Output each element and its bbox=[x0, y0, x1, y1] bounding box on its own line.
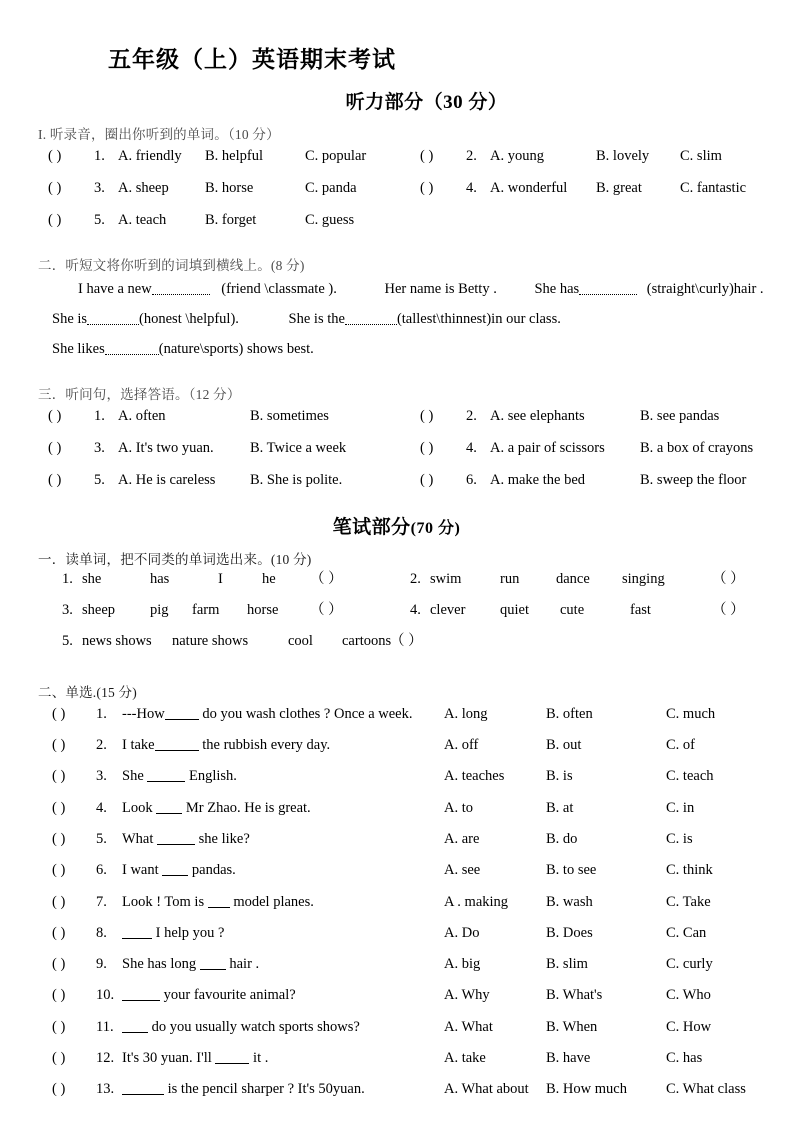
option-a[interactable]: A. teach bbox=[118, 211, 167, 228]
option-a[interactable]: A. off bbox=[444, 737, 479, 754]
answer-bracket[interactable]: ( ) bbox=[52, 705, 66, 722]
question-stem: I help you ? bbox=[122, 926, 224, 941]
question-stem: She English. bbox=[122, 768, 237, 785]
dictation-line-2: She is (honest \helpful). She is the (tallest\thinnest)in our class. bbox=[52, 310, 561, 327]
option-c[interactable]: C. in bbox=[666, 799, 695, 816]
question-stem: It's 30 yuan. I'll it . bbox=[122, 1050, 269, 1067]
question-number: 3. bbox=[96, 768, 107, 785]
option-c[interactable]: C. How bbox=[666, 1018, 712, 1035]
mc-row bbox=[0, 769, 793, 800]
option-c[interactable]: C. Can bbox=[666, 924, 707, 941]
option-c[interactable]: C. slim bbox=[680, 147, 722, 164]
question-number: 10. bbox=[96, 987, 115, 1004]
option-b[interactable]: B. wash bbox=[546, 893, 593, 910]
vocab-word[interactable]: news shows bbox=[82, 632, 152, 649]
answer-blank[interactable] bbox=[122, 1083, 164, 1095]
listening-1-row bbox=[0, 213, 793, 245]
listening-3-row bbox=[0, 409, 793, 441]
option-a[interactable]: A. Why bbox=[444, 987, 490, 1004]
answer-bracket[interactable]: ( ) bbox=[48, 147, 62, 164]
vocab-word[interactable]: cartoons bbox=[342, 632, 392, 649]
question-stem: do you usually watch sports shows? bbox=[122, 1020, 360, 1035]
vocab-word[interactable]: pig bbox=[150, 601, 169, 618]
option-a[interactable]: A. a pair of scissors bbox=[490, 439, 605, 456]
option-b[interactable]: B. Does bbox=[546, 924, 593, 941]
question-number: 1. bbox=[96, 705, 107, 722]
option-a[interactable]: A. What bbox=[444, 1018, 493, 1035]
option-a[interactable]: A. make the bed bbox=[490, 471, 586, 488]
option-a[interactable]: A. take bbox=[444, 1050, 486, 1067]
option-a[interactable]: A. to bbox=[444, 799, 473, 816]
question-number: 12. bbox=[96, 1050, 115, 1067]
vocab-word[interactable]: horse bbox=[247, 601, 279, 618]
option-c[interactable]: C. popular bbox=[305, 147, 367, 164]
dictation-line-3: She likes (nature\sports) shows best. bbox=[52, 340, 314, 357]
section-heading-written-1: 一．读单词，把不同类的单词选出来。(10 分) bbox=[38, 551, 312, 567]
question-number: 4. bbox=[96, 799, 107, 816]
option-c[interactable]: C. has bbox=[666, 1050, 703, 1067]
option-b[interactable]: B. Twice a week bbox=[250, 439, 347, 456]
question-number: 7. bbox=[96, 893, 107, 910]
answer-blank[interactable] bbox=[200, 958, 226, 970]
question-stem: Look Mr Zhao. He is great. bbox=[122, 799, 311, 816]
page-title: 五年级（上）英语期末考试 bbox=[108, 47, 396, 72]
question-stem: ---How do you wash clothes ? Once a week. bbox=[122, 705, 413, 722]
question-number: 8. bbox=[96, 924, 107, 941]
section-heading-written-2: 二、单选.(15 分) bbox=[38, 684, 137, 700]
listening-1-row bbox=[0, 149, 793, 181]
vocab-word[interactable]: he bbox=[262, 570, 276, 587]
question-number: 4. bbox=[466, 439, 477, 456]
dictation-blank-2[interactable] bbox=[579, 283, 637, 295]
answer-bracket[interactable]: ( ) bbox=[420, 471, 434, 488]
listening-1-row bbox=[0, 181, 793, 213]
question-number: 1. bbox=[94, 407, 105, 424]
option-b[interactable]: B. see pandas bbox=[640, 407, 720, 424]
question-number: 2. bbox=[466, 147, 477, 164]
answer-blank[interactable] bbox=[208, 896, 230, 908]
mc-row bbox=[0, 1020, 793, 1051]
question-stem: What she like? bbox=[122, 830, 250, 847]
vocab-word[interactable]: clever bbox=[430, 601, 466, 618]
option-b[interactable]: B. great bbox=[596, 179, 642, 196]
option-b[interactable]: B. forget bbox=[205, 211, 257, 228]
question-number: 1. bbox=[94, 147, 105, 164]
answer-bracket[interactable]: （ ） bbox=[310, 570, 343, 587]
written-1-row bbox=[0, 634, 793, 665]
option-b[interactable]: B. out bbox=[546, 737, 582, 754]
option-c[interactable]: C. think bbox=[666, 862, 713, 879]
answer-bracket[interactable]: ( ) bbox=[420, 439, 434, 456]
option-b[interactable]: B. lovely bbox=[596, 147, 650, 164]
answer-bracket[interactable]: ( ) bbox=[48, 439, 62, 456]
answer-blank[interactable] bbox=[165, 708, 199, 720]
answer-bracket[interactable]: （ ） bbox=[712, 570, 745, 587]
option-c[interactable]: C. What class bbox=[666, 1081, 746, 1098]
question-stem: I want pandas. bbox=[122, 862, 236, 879]
answer-bracket[interactable]: ( ) bbox=[52, 799, 66, 816]
answer-bracket[interactable]: ( ) bbox=[52, 830, 66, 847]
group-number: 2. bbox=[410, 570, 421, 587]
answer-bracket[interactable]: ( ) bbox=[52, 862, 66, 879]
listening-3-row bbox=[0, 441, 793, 473]
dictation-blank-1[interactable] bbox=[152, 283, 210, 295]
option-b[interactable]: B. to see bbox=[546, 862, 597, 879]
option-c[interactable]: C. much bbox=[666, 705, 716, 722]
answer-blank[interactable] bbox=[162, 864, 188, 876]
option-b[interactable]: B. sweep the floor bbox=[640, 471, 747, 488]
option-a[interactable]: A. friendly bbox=[118, 147, 182, 164]
option-c[interactable]: C. of bbox=[666, 737, 695, 754]
option-b[interactable]: B. a box of crayons bbox=[640, 439, 754, 456]
answer-bracket[interactable]: ( ) bbox=[52, 987, 66, 1004]
option-a[interactable]: A. long bbox=[444, 705, 488, 722]
question-number: 2. bbox=[96, 737, 107, 754]
answer-blank[interactable] bbox=[215, 1052, 249, 1064]
option-a[interactable]: A. What about bbox=[444, 1081, 529, 1098]
question-number: 5. bbox=[96, 830, 107, 847]
option-b[interactable]: B. What's bbox=[546, 987, 603, 1004]
option-a[interactable]: A. young bbox=[490, 147, 544, 164]
question-stem: She has long hair . bbox=[122, 956, 260, 973]
option-a[interactable]: A. wonderful bbox=[490, 179, 568, 196]
answer-blank[interactable] bbox=[156, 802, 182, 814]
answer-bracket[interactable]: ( ) bbox=[52, 1081, 66, 1098]
dictation-blank-3[interactable] bbox=[87, 313, 139, 325]
answer-bracket[interactable]: ( ) bbox=[48, 407, 62, 424]
question-stem: Look ! Tom is model planes. bbox=[122, 893, 314, 910]
option-c[interactable]: C. Who bbox=[666, 987, 711, 1004]
option-c[interactable]: C. guess bbox=[305, 211, 355, 228]
vocab-word[interactable]: dance bbox=[556, 570, 590, 587]
written-section-2-body bbox=[0, 707, 793, 1114]
option-a[interactable]: A. often bbox=[118, 407, 166, 424]
question-number: 13. bbox=[96, 1081, 115, 1098]
mc-row bbox=[0, 707, 793, 738]
answer-bracket[interactable]: ( ) bbox=[52, 1018, 66, 1035]
vocab-word[interactable]: she bbox=[82, 570, 102, 587]
option-b[interactable]: B. do bbox=[546, 830, 578, 847]
option-a[interactable]: A . making bbox=[444, 893, 509, 910]
question-number: 2. bbox=[466, 407, 477, 424]
option-a[interactable]: A. sheep bbox=[118, 179, 169, 196]
question-number: 6. bbox=[96, 862, 107, 879]
option-a[interactable]: A. see elephants bbox=[490, 407, 585, 424]
vocab-word[interactable]: farm bbox=[192, 601, 220, 618]
option-b[interactable]: B. is bbox=[546, 768, 573, 785]
listening-section-3-body bbox=[0, 409, 793, 505]
option-b[interactable]: B. sometimes bbox=[250, 407, 329, 424]
question-number: 11. bbox=[96, 1018, 114, 1035]
question-number: 3. bbox=[94, 439, 105, 456]
question-number: 9. bbox=[96, 956, 107, 973]
answer-bracket[interactable]: ( ) bbox=[420, 179, 434, 196]
option-c[interactable]: C. panda bbox=[305, 179, 357, 196]
listening-section-1-body bbox=[0, 149, 793, 245]
option-b[interactable]: B. horse bbox=[205, 179, 254, 196]
question-number: 5. bbox=[94, 211, 105, 228]
option-c[interactable]: C. curly bbox=[666, 956, 713, 973]
mc-row bbox=[0, 863, 793, 894]
vocab-word[interactable]: fast bbox=[630, 601, 651, 618]
answer-bracket[interactable]: ( ) bbox=[52, 956, 66, 973]
answer-bracket[interactable]: ( ) bbox=[48, 471, 62, 488]
vocab-word[interactable]: swim bbox=[430, 570, 462, 587]
group-number: 5. bbox=[62, 632, 73, 649]
group-number: 3. bbox=[62, 601, 73, 618]
mc-row bbox=[0, 895, 793, 926]
answer-bracket[interactable]: ( ) bbox=[52, 924, 66, 941]
option-a[interactable]: A. It's two yuan. bbox=[118, 439, 214, 456]
answer-bracket[interactable]: （ ） bbox=[390, 632, 423, 649]
option-a[interactable]: A. Do bbox=[444, 924, 480, 941]
answer-bracket[interactable]: ( ) bbox=[48, 179, 62, 196]
question-stem: I take the rubbish every day. bbox=[122, 737, 331, 754]
question-number: 6. bbox=[466, 471, 477, 488]
section-heading-listening-2: 二．听短文将你听到的词填到横线上。(8 分) bbox=[38, 257, 305, 273]
vocab-word[interactable]: sheep bbox=[82, 601, 116, 618]
answer-bracket[interactable]: ( ) bbox=[52, 768, 66, 785]
answer-blank[interactable] bbox=[155, 739, 199, 751]
mc-row bbox=[0, 1051, 793, 1082]
question-stem: is the pencil sharper ? It's 50yuan. bbox=[122, 1082, 365, 1097]
group-number: 1. bbox=[62, 570, 73, 587]
option-b[interactable]: B. She is polite. bbox=[250, 471, 343, 488]
option-b[interactable]: B. When bbox=[546, 1018, 598, 1035]
option-a[interactable]: A. big bbox=[444, 956, 481, 973]
question-number: 4. bbox=[466, 179, 477, 196]
answer-bracket[interactable]: ( ) bbox=[420, 147, 434, 164]
question-stem: your favourite animal? bbox=[122, 988, 296, 1003]
written-1-row bbox=[0, 572, 793, 603]
option-c[interactable]: C. teach bbox=[666, 768, 714, 785]
group-number: 4. bbox=[410, 601, 421, 618]
option-a[interactable]: A. see bbox=[444, 862, 481, 879]
listening-part-title: 听力部分（30 分） bbox=[345, 91, 508, 113]
mc-row bbox=[0, 926, 793, 957]
question-number: 5. bbox=[94, 471, 105, 488]
vocab-word[interactable]: nature shows bbox=[172, 632, 249, 649]
section-heading-listening-3: 三．听问句，选择答语。（12 分） bbox=[38, 386, 241, 402]
option-b[interactable]: B. slim bbox=[546, 956, 588, 973]
answer-bracket[interactable]: ( ) bbox=[52, 893, 66, 910]
answer-bracket[interactable]: （ ） bbox=[712, 601, 745, 618]
answer-bracket[interactable]: ( ) bbox=[52, 1050, 66, 1067]
vocab-word[interactable]: quiet bbox=[500, 601, 529, 618]
mc-row bbox=[0, 988, 793, 1019]
mc-row bbox=[0, 738, 793, 769]
dictation-blank-5[interactable] bbox=[105, 343, 159, 355]
option-b[interactable]: B. How much bbox=[546, 1081, 627, 1098]
option-b[interactable]: B. helpful bbox=[205, 147, 263, 164]
option-c[interactable]: C. is bbox=[666, 830, 693, 847]
vocab-word[interactable]: has bbox=[150, 570, 170, 587]
vocab-word[interactable]: I bbox=[218, 570, 223, 587]
vocab-word[interactable]: singing bbox=[622, 570, 665, 587]
written-part-title: 笔试部分(70 分) bbox=[332, 516, 461, 538]
option-a[interactable]: A. are bbox=[444, 830, 480, 847]
mc-row bbox=[0, 801, 793, 832]
answer-bracket[interactable]: ( ) bbox=[420, 407, 434, 424]
option-c[interactable]: C. fantastic bbox=[680, 179, 747, 196]
written-1-row bbox=[0, 603, 793, 634]
listening-section-2-body bbox=[0, 282, 793, 374]
option-b[interactable]: B. have bbox=[546, 1050, 591, 1067]
mc-row bbox=[0, 832, 793, 863]
option-b[interactable]: B. at bbox=[546, 799, 574, 816]
answer-blank[interactable] bbox=[147, 770, 185, 782]
dictation-blank-4[interactable] bbox=[345, 313, 397, 325]
question-number: 3. bbox=[94, 179, 105, 196]
dictation-line-1: I have a new (friend \classmate ). Her name is Betty . She has (straight\curly)hair . bbox=[78, 280, 764, 297]
vocab-word[interactable]: cute bbox=[560, 601, 585, 618]
listening-3-row bbox=[0, 473, 793, 505]
answer-bracket[interactable]: （ ） bbox=[310, 601, 343, 618]
mc-row bbox=[0, 957, 793, 988]
written-section-1-body bbox=[0, 572, 793, 672]
answer-blank[interactable] bbox=[122, 1021, 148, 1033]
option-b[interactable]: B. often bbox=[546, 705, 593, 722]
answer-blank[interactable] bbox=[157, 833, 195, 845]
option-a[interactable]: A. He is careless bbox=[118, 471, 216, 488]
option-c[interactable]: C. Take bbox=[666, 893, 711, 910]
mc-row bbox=[0, 1082, 793, 1113]
option-a[interactable]: A. teaches bbox=[444, 768, 505, 785]
vocab-word[interactable]: run bbox=[500, 570, 520, 587]
vocab-word[interactable]: cool bbox=[288, 632, 313, 649]
answer-bracket[interactable]: ( ) bbox=[52, 737, 66, 754]
answer-blank[interactable] bbox=[122, 927, 152, 939]
section-heading-listening-1: I. 听录音，圈出你听到的单词。（10 分） bbox=[38, 126, 280, 142]
answer-blank[interactable] bbox=[122, 989, 160, 1001]
answer-bracket[interactable]: ( ) bbox=[48, 211, 62, 228]
